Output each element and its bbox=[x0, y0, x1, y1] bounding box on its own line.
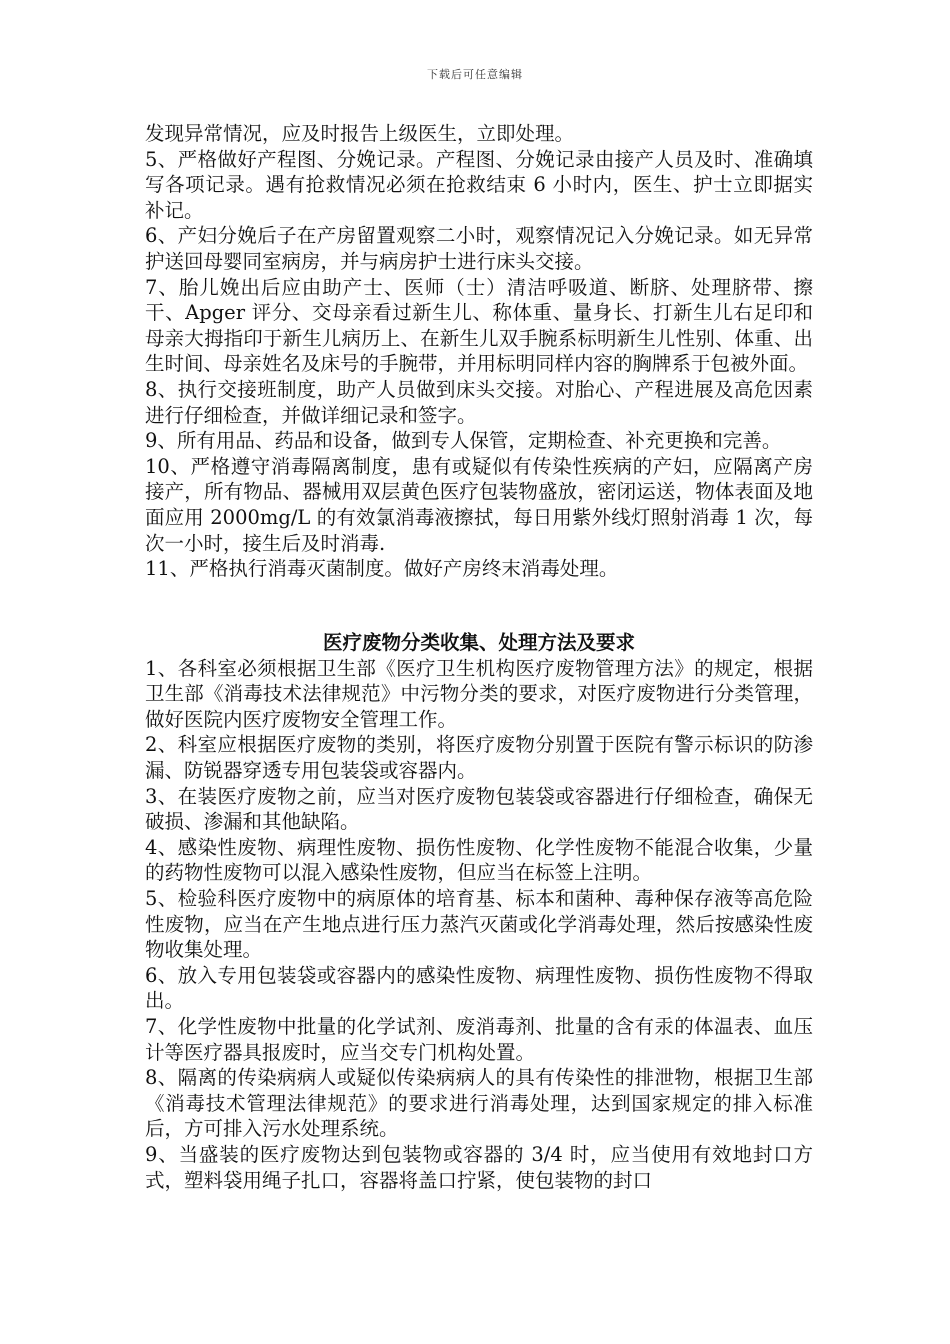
document-body bbox=[145, 121, 813, 1193]
paragraph: 8、执行交接班制度，助产人员做到床头交接。对胎心、产程进展及高危因素进行仔细检查，并做详细记录和签字。 bbox=[145, 377, 813, 427]
paragraph: 11、严格执行消毒灭菌制度。做好产房终末消毒处理。 bbox=[145, 557, 619, 581]
paragraph: 10、严格遵守消毒隔离制度，患有或疑似有传染性疾病的产妇，应隔离产房接产，所有物品、器械用双层黄色医疗包装物盛放，密闭运送，物体表面及地面应用 2000mg/L 的有效氯消毒液擦拭，每日用紫外线灯照射消毒 1 次，每次一小时，接生后及时消毒. bbox=[145, 454, 813, 555]
paragraph: 5、严格做好产程图、分娩记录。产程图、分娩记录由接产人员及时、准确填写各项记录。遇有抢救情况必须在抢救结束 6 小时内，医生、护士立即据实补记。 bbox=[145, 147, 813, 222]
paragraph: 6、放入专用包装袋或容器内的感染性废物、病理性废物、损伤性废物不得取出。 bbox=[145, 963, 813, 1013]
paragraph: 2、科室应根据医疗废物的类别，将医疗废物分别置于医院有警示标识的防渗漏、防锐器穿透专用包装袋或容器内。 bbox=[145, 733, 813, 783]
paragraph: 9、当盛装的医疗废物达到包装物或容器的 3/4 时，应当使用有效地封口方式，塑料袋用绳子扎口，容器将盖口拧紧，使包装物的封口 bbox=[145, 1142, 813, 1192]
paragraph: 1、各科室必须根据卫生部《医疗卫生机构医疗废物管理方法》的规定，根据卫生部《消毒技术法律规范》中污物分类的要求，对医疗废物进行分类管理，做好医院内医疗废物安全管理工作。 bbox=[145, 656, 813, 731]
paragraph: 3、在装医疗废物之前，应当对医疗废物包装袋或容器进行仔细检查，确保无破损、渗漏和其他缺陷。 bbox=[145, 784, 813, 834]
section-title: 医疗废物分类收集、处理方法及要求 bbox=[322, 630, 635, 654]
paragraph: 7、胎儿娩出后应由助产士、医师（士）清洁呼吸道、断脐、处理脐带、擦干、Apger 评分、交母亲看过新生儿、称体重、量身长、打新生儿右足印和母亲大拇指印于新生儿病历上、在新生儿双手腕系标明新生儿性别、体重、出生时间、母亲姓名及床号的手腕带，并用标明同样内容的胸牌系于包被外面。 bbox=[145, 275, 813, 376]
paragraph: 7、化学性废物中批量的化学试剂、废消毒剂、批量的含有汞的体温表、血压计等医疗器具报废时，应当交专门机构处置。 bbox=[145, 1015, 813, 1064]
paragraph: 9、所有用品、药品和设备，做到专人保管，定期检查、补充更换和完善。 bbox=[145, 429, 782, 453]
section-spacer bbox=[145, 582, 813, 630]
page-header: 下载后可任意编辑 bbox=[427, 68, 523, 81]
paragraph: 5、检验科医疗废物中的病原体的培育基、标本和菌种、毒种保存液等高危险性废物，应当在产生地点进行压力蒸汽灭菌或化学消毒处理，然后按感染性废物收集处理。 bbox=[145, 887, 813, 962]
paragraph: 6、产妇分娩后子在产房留置观察二小时，观察情况记入分娩记录。如无异常护送回母婴同室病房，并与病房护士进行床头交接。 bbox=[145, 224, 813, 273]
paragraph: 发现异常情况，应及时报告上级医生，立即处理。 bbox=[145, 122, 575, 145]
paragraph: 4、感染性废物、病理性废物、损伤性废物、化学性废物不能混合收集，少量的药物性废物可以混入感染性废物，但应当在标签上注明。 bbox=[145, 835, 813, 885]
paragraph: 8、隔离的传染病病人或疑似传染病病人的具有传染性的排泄物，根据卫生部《消毒技术管理法律规范》的要求进行消毒处理，达到国家规定的排入标准后，方可排入污水处理系统。 bbox=[145, 1066, 813, 1141]
